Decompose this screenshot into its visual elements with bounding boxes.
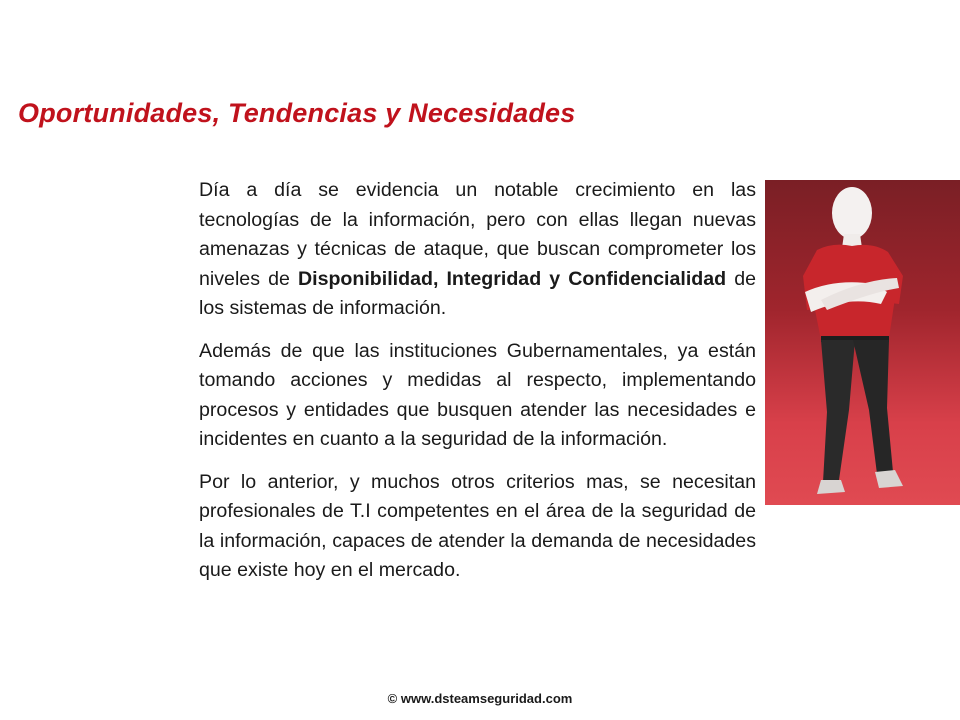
paragraph-3: Por lo anterior, y muchos otros criterios mas, se necesitan profesionales de T.I competentes en el área de la seguridad de la información, capaces de atender la demanda de necesidades que existe hoy en el mercado. [199, 470, 756, 581]
paragraph-2: Además de que las instituciones Gubernamentales, ya están tomando acciones y medidas al respecto, implementando procesos y entidades que busquen atender las necesidades e incidentes en cuanto a la seguridad de la información. [199, 339, 756, 450]
slide-body [199, 176, 756, 599]
man-illustration [765, 180, 960, 505]
paragraph-1-text-start: Día a día se evidencia un notable crecimiento en las tecnologías de la información, pero con ellas llegan nuevas amenazas y técnicas de ataque, que buscan comprometer los niveles de [199, 179, 756, 290]
paragraph-1-bold: Disponibilidad, Integridad y Confidencialidad [297, 267, 727, 290]
slide-title: Oportunidades, Tendencias y Necesidades [18, 98, 576, 128]
paragraph-1 [199, 176, 756, 324]
footer-copyright: © www.dsteamseguridad.com [387, 691, 573, 706]
standing-man-icon [765, 180, 960, 505]
paragraph-1-text-end: de los sistemas de información. [199, 267, 756, 319]
